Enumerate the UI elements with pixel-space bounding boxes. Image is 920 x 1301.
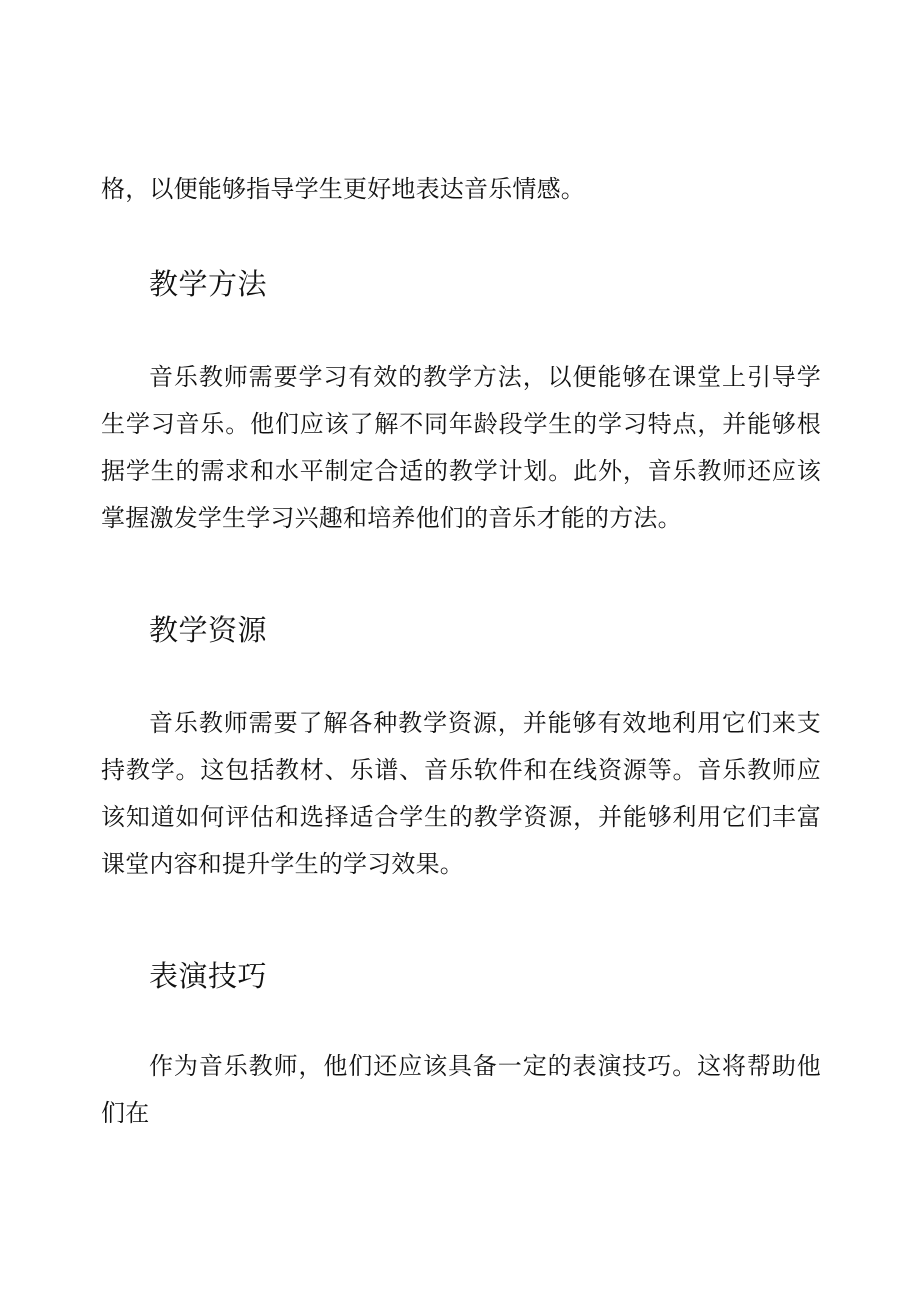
- section-heading-teaching-methods: 教学方法: [149, 267, 268, 301]
- section-heading-performance-skills: 表演技巧: [149, 959, 268, 993]
- section-body-teaching-methods: 音乐教师需要学习有效的教学方法，以便能够在课堂上引导学生学习音乐。他们应该了解不同年龄段学生的学习特点，并能够根据学生的需求和水平制定合适的教学计划。此外，音乐教师还应该掌握激发学生学习兴趣和培养他们的音乐才能的方法。: [101, 363, 821, 532]
- section-heading-teaching-resources: 教学资源: [149, 613, 268, 647]
- section-body-teaching-resources: 音乐教师需要了解各种教学资源，并能够有效地利用它们来支持教学。这包括教材、乐谱、音乐软件和在线资源等。音乐教师应该知道如何评估和选择适合学生的教学资源，并能够利用它们丰富课堂内容和提升学生的学习效果。: [101, 709, 821, 878]
- section-body-performance-skills: 作为音乐教师，他们还应该具备一定的表演技巧。这将帮助他们在: [101, 1052, 821, 1127]
- intro-continuation-paragraph: 格，以便能够指导学生更好地表达音乐情感。: [101, 175, 585, 203]
